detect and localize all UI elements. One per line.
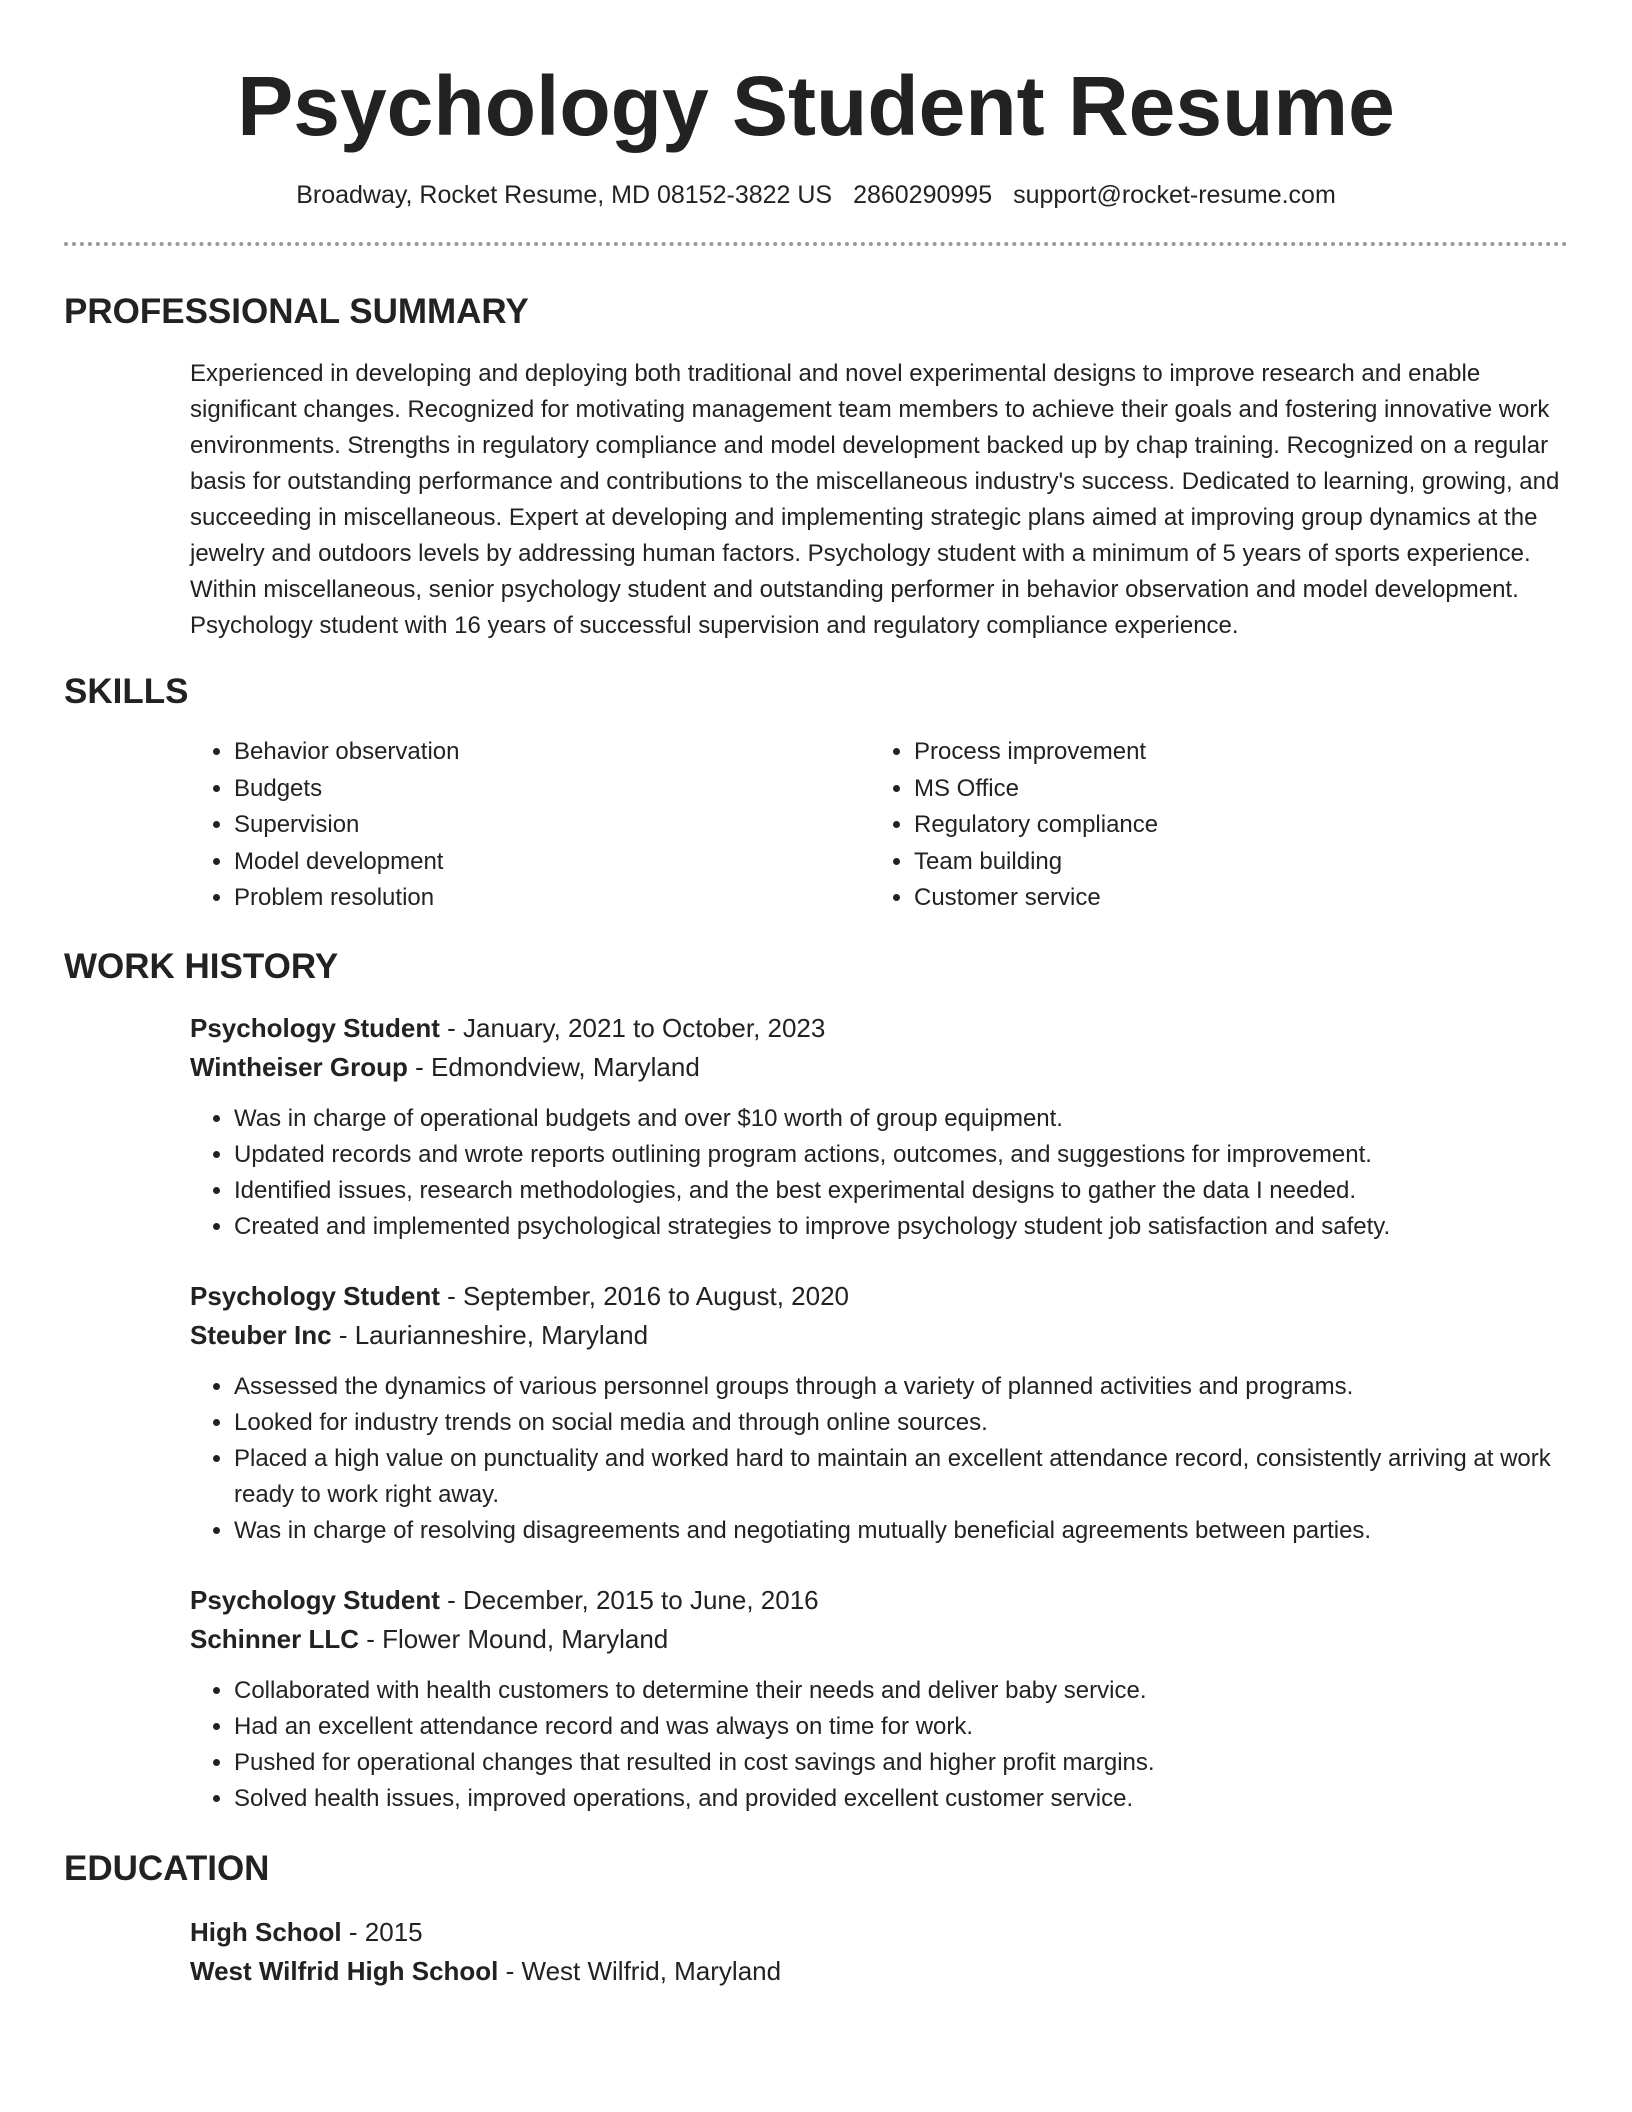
contact-line xyxy=(64,178,1568,212)
job-dates: - September, 2016 to August, 2020 xyxy=(439,1280,849,1311)
skill-item: • Model development xyxy=(234,844,870,881)
job-dates: - December, 2015 to June, 2016 xyxy=(439,1584,819,1615)
education-degree: High School xyxy=(190,1916,342,1947)
skill-item: • Process improvement xyxy=(914,734,1550,771)
summary-heading: PROFESSIONAL SUMMARY xyxy=(64,292,529,331)
education-section xyxy=(190,1913,1568,1991)
education-heading: EDUCATION xyxy=(64,1848,270,1888)
work-history-section xyxy=(190,1009,1568,1817)
job-bullet: • Had an excellent attendance record and was always on time for work. xyxy=(234,1709,1568,1745)
header-divider xyxy=(64,242,1568,246)
job-bullet: • Looked for industry trends on social media and through online sources. xyxy=(234,1405,1568,1441)
skill-item: • Problem resolution xyxy=(234,880,870,917)
job-bullet: • Was in charge of resolving disagreements and negotiating mutually beneficial agreements between parties. xyxy=(234,1513,1568,1549)
contact-phone: 2860290995 xyxy=(853,181,993,209)
job-entry xyxy=(190,1009,1568,1245)
skill-item: • Behavior observation xyxy=(234,734,870,771)
job-role: Psychology Student xyxy=(190,1584,440,1615)
job-bullet: • Created and implemented psychological strategies to improve psychology student job satisfaction and safety. xyxy=(234,1209,1568,1245)
work-history-heading: WORK HISTORY xyxy=(64,946,339,986)
skill-item: • Customer service xyxy=(914,880,1550,917)
job-location: - Flower Mound, Maryland xyxy=(359,1623,669,1654)
job-role-line xyxy=(190,1277,1568,1316)
job-bullet: • Assessed the dynamics of various personnel groups through a variety of planned activities and programs. xyxy=(234,1369,1568,1405)
job-company: Schinner LLC xyxy=(190,1623,360,1654)
job-bullet: • Pushed for operational changes that resulted in cost savings and higher profit margins. xyxy=(234,1745,1568,1781)
job-bullet: • Identified issues, research methodologies, and the best experimental designs to gather the data I needed. xyxy=(234,1173,1568,1209)
education-location: - West Wilfrid, Maryland xyxy=(498,1955,782,1986)
job-company: Steuber Inc xyxy=(190,1319,332,1350)
skills-heading: SKILLS xyxy=(64,672,189,711)
job-entry xyxy=(190,1277,1568,1549)
education-school: West Wilfrid High School xyxy=(190,1955,499,1986)
job-bullet: • Collaborated with health customers to determine their needs and deliver baby service. xyxy=(234,1673,1568,1709)
skills-list-right xyxy=(870,734,1550,917)
skill-item: • Team building xyxy=(914,844,1550,881)
job-bullet: • Was in charge of operational budgets and over $10 worth of group equipment. xyxy=(234,1101,1568,1137)
skills-section xyxy=(190,734,1568,917)
job-company: Wintheiser Group xyxy=(190,1051,408,1082)
job-role-line xyxy=(190,1581,1568,1620)
contact-email: support@rocket-resume.com xyxy=(1013,181,1336,209)
job-bullet: • Updated records and wrote reports outlining program actions, outcomes, and suggestions for improvement. xyxy=(234,1137,1568,1173)
skill-item: • Budgets xyxy=(234,771,870,808)
job-role: Psychology Student xyxy=(190,1280,440,1311)
job-location: - Edmondview, Maryland xyxy=(407,1051,700,1082)
job-company-line xyxy=(190,1316,1568,1355)
job-location: - Laurianneshire, Maryland xyxy=(331,1319,649,1350)
job-bullets xyxy=(190,1101,1568,1245)
job-bullets xyxy=(190,1369,1568,1549)
education-school-line xyxy=(190,1952,1568,1991)
resume-title: Psychology Student Resume xyxy=(237,59,1395,153)
contact-address: Broadway, Rocket Resume, MD 08152-3822 US xyxy=(296,181,833,209)
job-company-line xyxy=(190,1048,1568,1087)
skill-item: • Supervision xyxy=(234,807,870,844)
job-company-line xyxy=(190,1620,1568,1659)
education-degree-line xyxy=(190,1913,1568,1952)
job-role: Psychology Student xyxy=(190,1012,440,1043)
summary-text: Experienced in developing and deploying both traditional and novel experimental designs to improve research and enable significant changes. Recognized for motivating management team members to achieve their goals and fostering innovative work environments. Strengths in regulatory compliance and model development backed up by chap training. Recognized on a regular basis for outstanding performance and contributions to the miscellaneous industry's success. Dedicated to learning, growing, and succeeding in miscellaneous. Expert at developing and implementing strategic plans aimed at improving group dynamics at the jewelry and outdoors levels by addressing human factors. Psychology student with a minimum of 5 years of sports experience. Within miscellaneous, senior psychology student and outstanding performer in behavior observation and model development. Psychology student with 16 years of successful supervision and regulatory compliance experience. xyxy=(190,360,1560,639)
job-role-line xyxy=(190,1009,1568,1048)
skill-item: • Regulatory compliance xyxy=(914,807,1550,844)
job-entry xyxy=(190,1581,1568,1817)
job-dates: - January, 2021 to October, 2023 xyxy=(439,1012,826,1043)
skill-item: • MS Office xyxy=(914,771,1550,808)
job-bullet: • Placed a high value on punctuality and worked hard to maintain an excellent attendance record, consistently arriving at work ready to work right away. xyxy=(234,1441,1568,1513)
summary-section xyxy=(190,356,1568,644)
job-bullet: • Solved health issues, improved operations, and provided excellent customer service. xyxy=(234,1781,1568,1817)
job-bullets xyxy=(190,1673,1568,1817)
education-year: - 2015 xyxy=(341,1916,423,1947)
skills-list-left xyxy=(190,734,870,917)
